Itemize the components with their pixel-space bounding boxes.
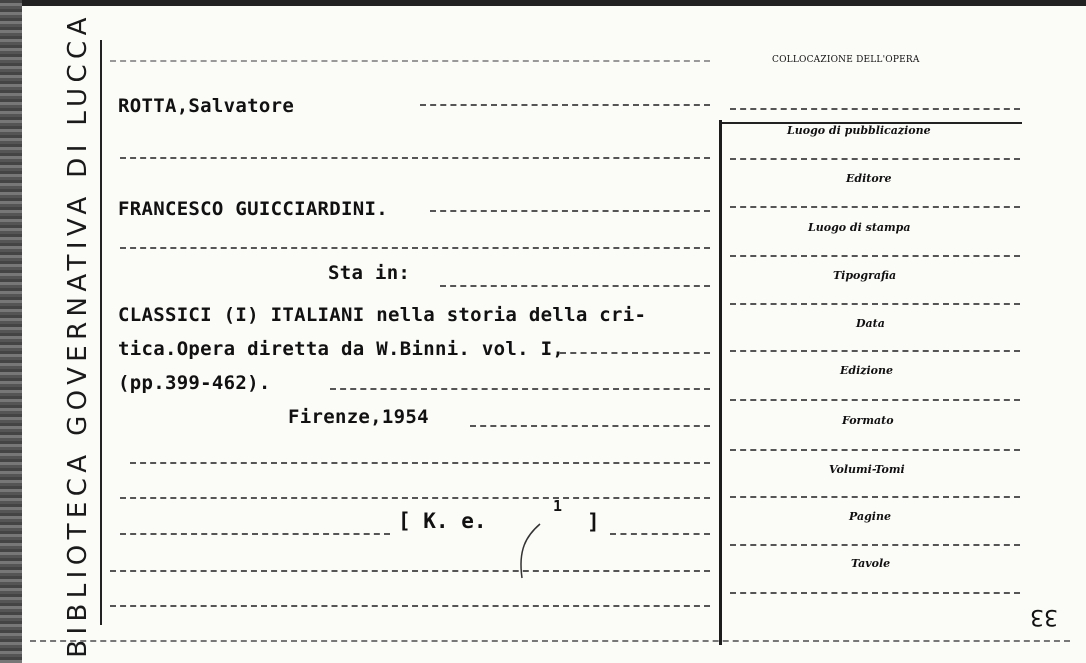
source-line-3: (pp.399-462).	[118, 372, 271, 394]
left-margin-rule	[100, 40, 102, 625]
guide-line	[110, 570, 710, 572]
field-tavole: Tavole	[851, 557, 891, 570]
field-rule	[730, 449, 1020, 451]
work-title: FRANCESCO GUICCIARDINI.	[118, 198, 388, 220]
shelf-mark-text: [ K. e.	[398, 509, 487, 533]
library-name	[58, 12, 98, 658]
library-name-text: BIBLIOTECA GOVERNATIVA DI LUCCA	[63, 12, 93, 658]
field-rule	[730, 303, 1020, 305]
shelf-mark-close: ]	[587, 510, 600, 534]
shelf-mark-superscript: 1	[553, 497, 563, 515]
guide-line	[110, 605, 710, 607]
guide-line	[130, 462, 710, 464]
in-label: Sta in:	[328, 262, 411, 284]
guide-line	[120, 533, 390, 535]
guide-line	[430, 210, 710, 212]
shelf-mark	[398, 509, 487, 533]
guide-line	[120, 497, 710, 499]
field-rule	[730, 255, 1020, 257]
guide-line	[120, 157, 710, 159]
guide-line	[30, 640, 1070, 642]
field-formato: Formato	[842, 414, 894, 427]
field-rule	[730, 158, 1020, 160]
field-rule	[730, 496, 1020, 498]
source-line-1: CLASSICI (I) ITALIANI nella storia della cri-	[118, 304, 647, 326]
field-rule	[730, 350, 1020, 352]
column-separator	[719, 120, 722, 645]
card-left-edge	[0, 0, 22, 663]
guide-line	[470, 425, 710, 427]
field-volumi-tomi: Volumi-Tomi	[829, 463, 905, 476]
place-year: Firenze,1954	[288, 406, 429, 428]
field-rule	[730, 592, 1020, 594]
field-rule	[730, 206, 1020, 208]
source-line-2: tica.Opera diretta da W.Binni. vol. I,	[118, 338, 565, 360]
guide-line	[420, 104, 710, 106]
author-line: ROTTA,Salvatore	[118, 95, 295, 117]
field-pagine: Pagine	[849, 510, 891, 523]
field-rule	[730, 108, 1020, 110]
field-rule	[730, 399, 1020, 401]
field-editore: Editore	[846, 172, 892, 185]
guide-line	[560, 352, 710, 354]
field-tipografia: Tipografia	[833, 269, 897, 282]
collocation-header: COLLOCAZIONE DELL'OPERA	[772, 55, 920, 65]
field-edizione: Edizione	[840, 364, 894, 377]
guide-line	[440, 285, 710, 287]
field-luogo-stampa: Luogo di stampa	[808, 221, 911, 234]
field-luogo-pubblicazione: Luogo di pubblicazione	[787, 124, 931, 137]
guide-line	[610, 533, 710, 535]
guide-line	[120, 247, 710, 249]
card-number: 33	[1030, 604, 1058, 629]
guide-line	[330, 388, 710, 390]
field-rule	[730, 544, 1020, 546]
guide-line	[110, 60, 710, 62]
field-data: Data	[856, 317, 885, 330]
